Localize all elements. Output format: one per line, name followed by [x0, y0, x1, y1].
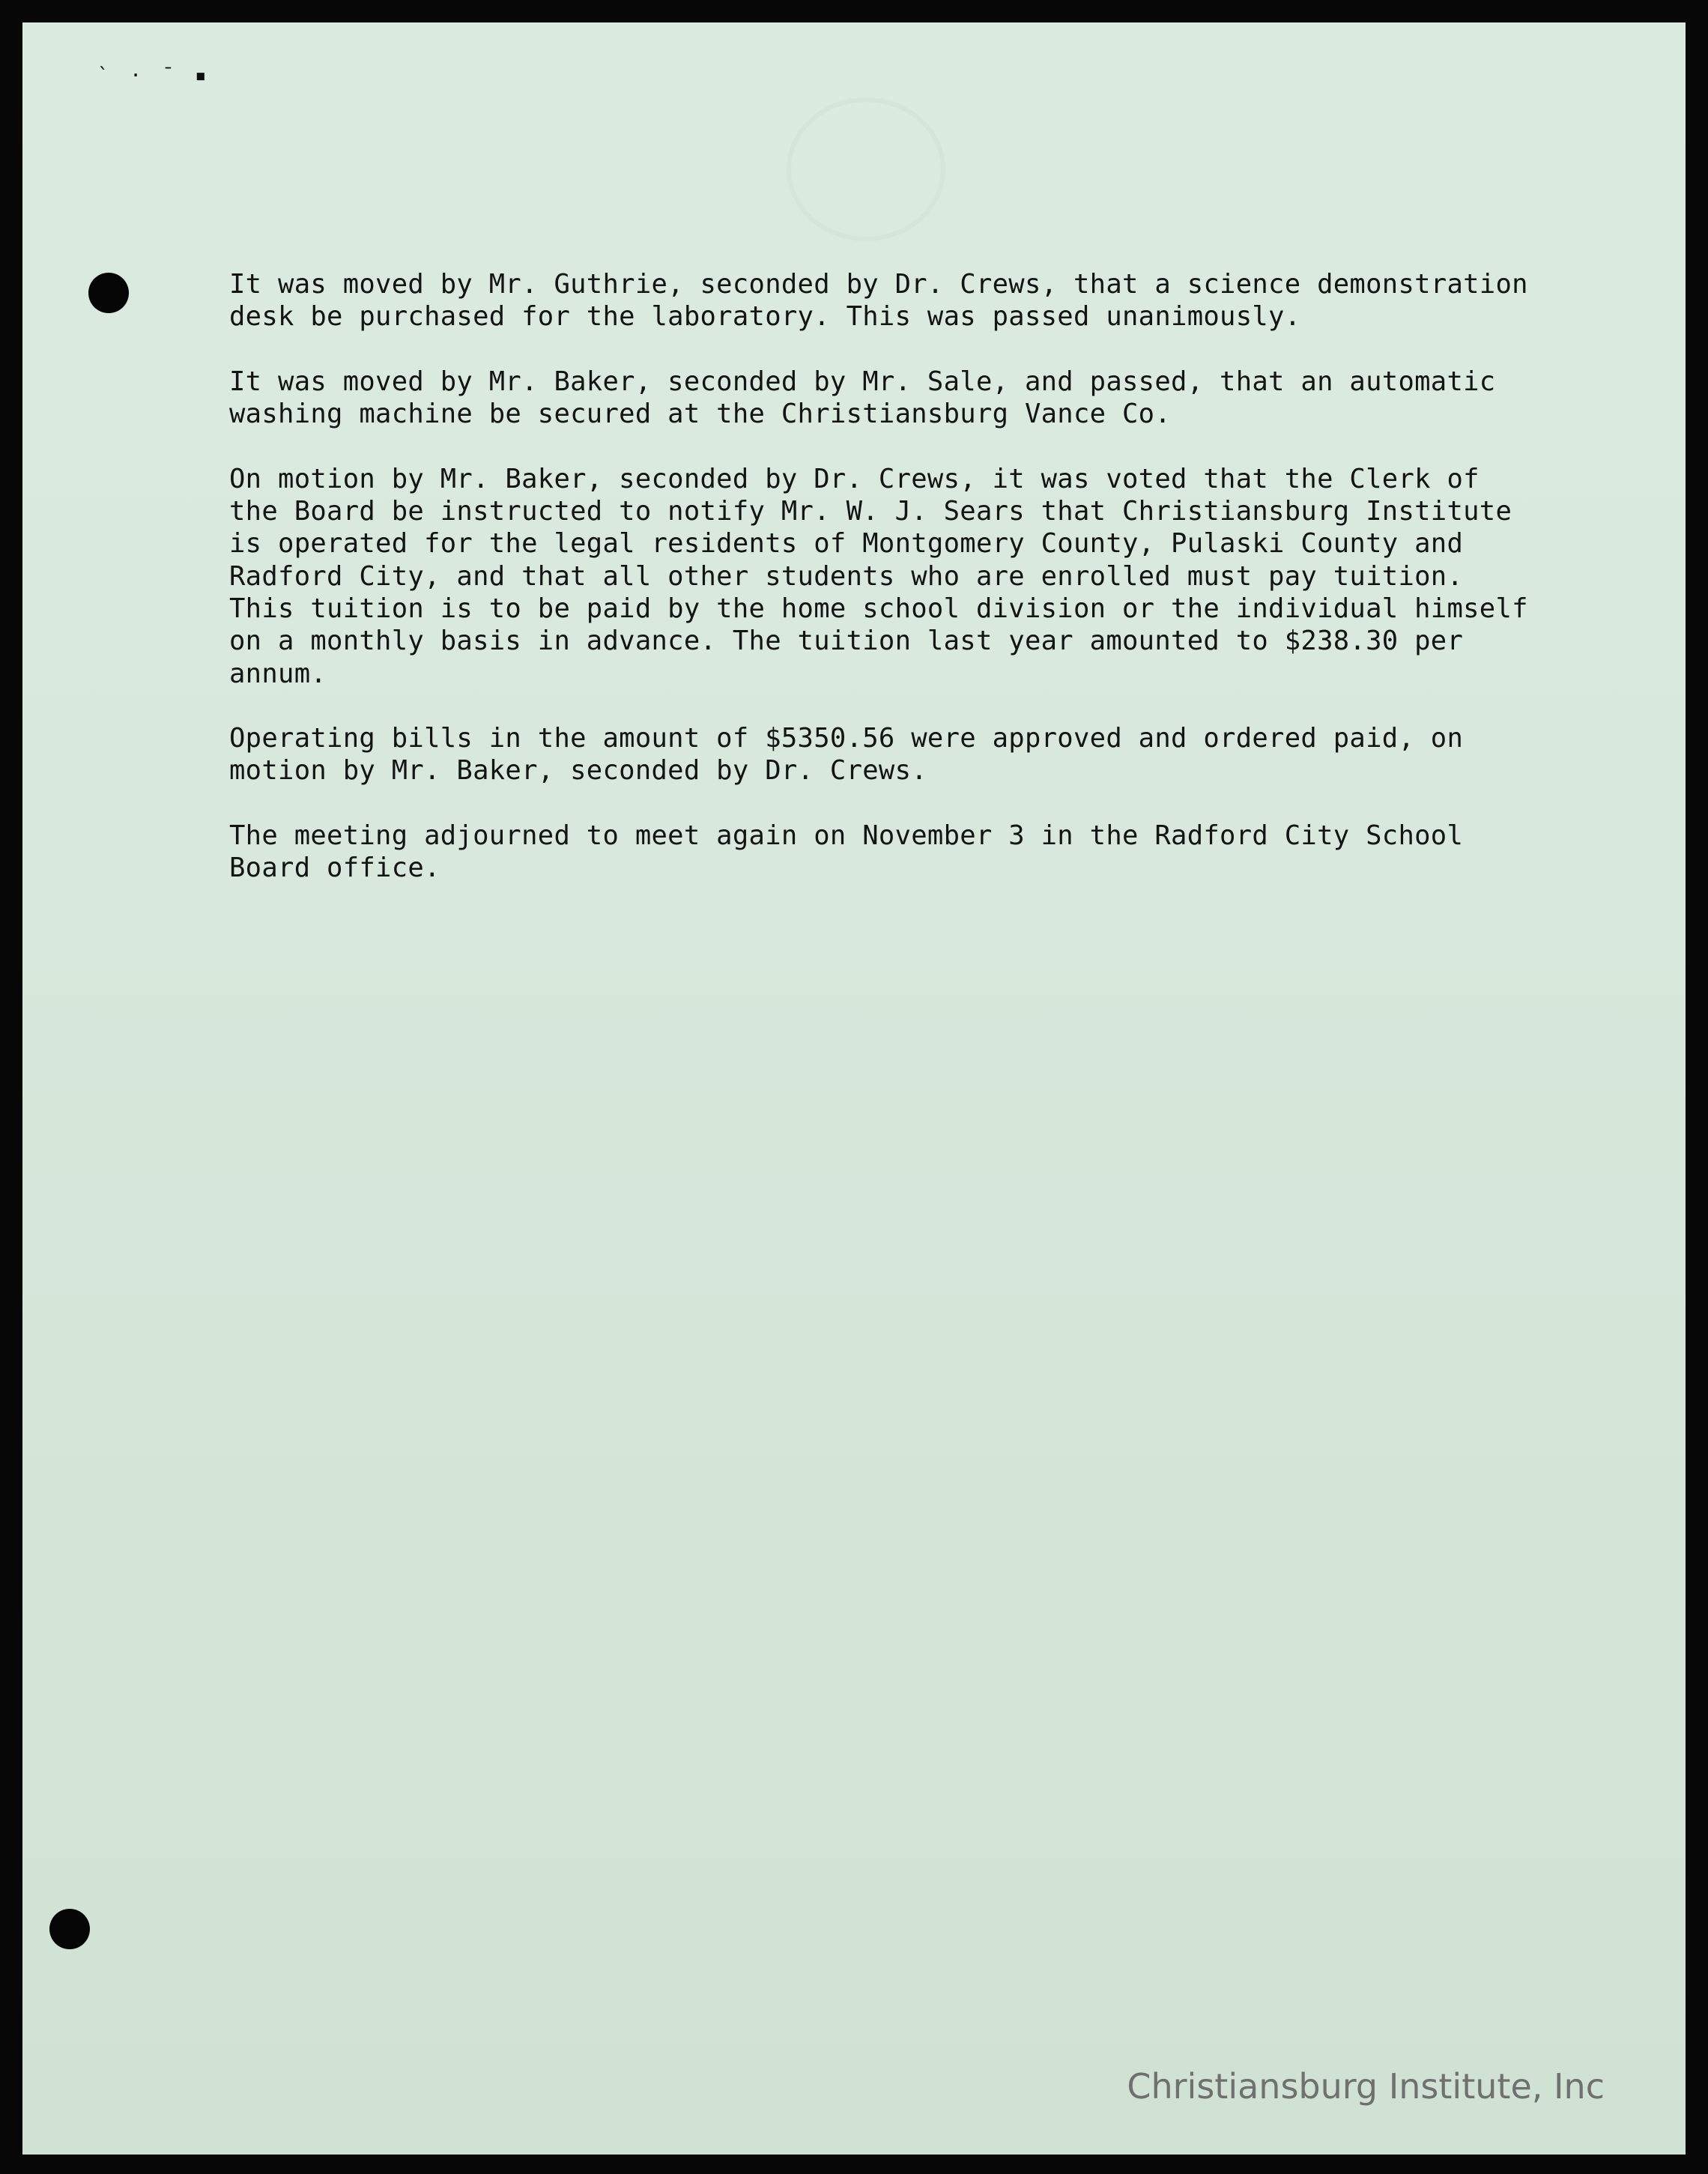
- watermark-show-through: [787, 97, 945, 241]
- corner-specks: ` · ˉ ▪: [97, 64, 211, 87]
- paragraph-tuition: On motion by Mr. Baker, seconded by Dr. Crews, it was voted that the Clerk of the Board be instructed to notify Mr. W. J. Sears that Christiansburg Institute is operated for the legal residents of Montgomery County, Pulaski County and Radford City, and that all other students who are enrolled must pay tuition. This tuition is to be paid by the home school division or the individual himself on a monthly basis in advance. The tuition last year amounted to $238.30 per annum.: [229, 463, 1528, 689]
- punch-hole-top: [88, 273, 129, 313]
- paragraph-washing-machine: It was moved by Mr. Baker, seconded by Mr. Sale, and passed, that an automatic washing machine be secured at the Christiansburg Vance Co.: [229, 366, 1496, 430]
- document-page: [22, 22, 1686, 2155]
- punch-hole-bottom: [49, 1909, 90, 1949]
- archive-credit-watermark: Christiansburg Institute, Inc: [1127, 2066, 1605, 2107]
- paragraph-operating-bills: Operating bills in the amount of $5350.56 were approved and ordered paid, on motion by Mr. Baker, seconded by Dr. Crews.: [229, 723, 1464, 787]
- minutes-body: [229, 268, 1578, 917]
- paragraph-adjournment: The meeting adjourned to meet again on November 3 in the Radford City School Board office.: [229, 820, 1464, 884]
- paragraph-science-desk: It was moved by Mr. Guthrie, seconded by Dr. Crews, that a science demonstration desk be purchased for the laboratory. This was passed unanimously.: [229, 269, 1528, 333]
